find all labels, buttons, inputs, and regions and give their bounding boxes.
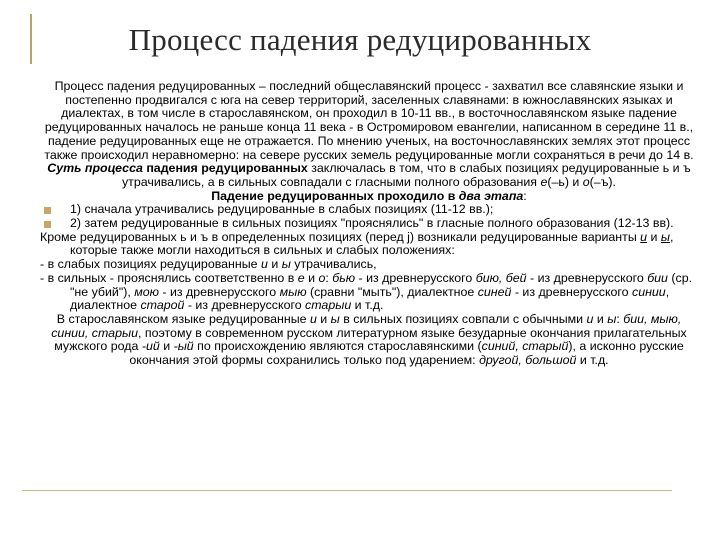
list-item-text: 2) затем редуцированные в сильных позициях "прояснялись" в гласные полного образования (12-13 вв).: [70, 216, 674, 231]
stages-heading-text: Падение редуцированных проходило в: [211, 188, 459, 203]
slide-body: [40, 80, 698, 368]
strong-text: - в сильных - прояснялись соответственно в: [40, 270, 298, 285]
example-end: и т.д.: [351, 298, 384, 313]
bullet-square-icon: [44, 221, 51, 228]
example-word: синей: [477, 284, 512, 299]
example-word: старыи: [305, 298, 352, 313]
vowel-o: о: [582, 174, 590, 189]
footer-divider-line: [22, 490, 672, 491]
weak-y: ы: [281, 257, 291, 272]
stages-heading-colon: :: [523, 188, 527, 203]
osl-examples-2: синий, старый: [481, 339, 569, 354]
weak-text-2: утрачивались,: [290, 257, 377, 272]
example-note: , диалектное: [70, 284, 670, 313]
example-word: мыю: [279, 284, 307, 299]
essence-term: Суть процесса: [47, 161, 143, 176]
weak-i: и: [260, 257, 268, 272]
example-src: - из древнерусского: [526, 270, 648, 285]
list-item: [40, 217, 698, 231]
strong-colon: :: [325, 270, 333, 285]
example-note: (сравни "мыть"), диалектное: [306, 284, 478, 299]
example-word: бии: [647, 270, 668, 285]
example-word: синии: [632, 284, 666, 299]
list-item-text: 1) сначала утрачивались редуцированные в слабых позициях (11-12 вв.);: [70, 202, 494, 217]
slide-title: Процесс падения редуцированных: [128, 22, 592, 57]
paragraph-essence: [40, 162, 698, 189]
paragraph-variants: [40, 231, 698, 258]
strong-o: о: [318, 270, 326, 285]
osl-text-2: в сильных позициях совпали с обычными: [339, 311, 587, 326]
osl-i: и: [309, 311, 317, 326]
stages-heading-emph: два этапа: [458, 188, 524, 203]
example-src: - из древнерусского: [355, 270, 476, 285]
osl-conj: и: [159, 339, 174, 354]
example-src: - из древнерусского: [184, 298, 306, 313]
example-src: - из древнерусского: [511, 284, 633, 299]
vowel-e: е: [540, 174, 548, 189]
osl-conj: и: [593, 311, 608, 326]
example-note: (ср. "не убий"),: [70, 270, 693, 299]
osl-y: ы: [330, 311, 340, 326]
essence-text-3: (–ъ).: [589, 174, 617, 189]
osl-examples: бии, мыю, синии, старыи: [51, 311, 682, 340]
osl-conj: и: [316, 311, 331, 326]
paragraph-intro: Процесс падения редуцированных – последний общеславянский процесс - захватил все славянские языки и постепенно продвигался с юга на север территорий, заселенных славянами: в южнославянских языках и диалектах, в том числе в старославянском, он проходил в 10-11 вв., в восточнославянском языке падение редуцированных началось не раньше конца 11 века - в Остромировом евангелии, написанном в середине 11 в., падение редуцированных еще не отражается. По мнению ученых, на восточнославянских землях этот процесс также происходил неравномерно: на севере русских земель редуцированные могли сохраняться в речи до 14 в.: [44, 79, 694, 162]
strong-conj: и: [304, 270, 319, 285]
osl-colon: :: [616, 311, 624, 326]
osl-text: В старославянском языке редуцированные: [56, 311, 310, 326]
bullet-square-icon: [44, 207, 51, 214]
variant-i: и: [640, 229, 648, 244]
example-word: бию, бей: [475, 270, 527, 285]
paragraph-stages-heading: [40, 190, 698, 204]
variants-conj: и: [647, 229, 661, 244]
strong-e: е: [297, 270, 305, 285]
ending-iy: -ий: [141, 339, 160, 354]
paragraph-strong: [40, 272, 698, 313]
variant-y: ы: [660, 229, 671, 244]
osl-y: ы: [607, 311, 617, 326]
osl-i: и: [586, 311, 594, 326]
osl-text-5: ), а исконно русские окончания этой формы сохранились только под ударением:: [129, 339, 684, 368]
essence-text-2: (–ь) и: [547, 174, 583, 189]
example-word: бью: [332, 270, 356, 285]
ending-yy: -ый: [173, 339, 194, 354]
osl-text-3: , поэтому в современном русском литературном языке безударные окончания прилагательных мужского рода: [54, 325, 687, 354]
paragraph-old-slavonic: [40, 313, 698, 368]
example-src: - из древнерусского: [158, 284, 280, 299]
paragraph-weak: [40, 258, 698, 272]
weak-text: - в слабых позициях редуцированные: [40, 257, 261, 272]
list-item: [40, 203, 698, 217]
weak-conj: и: [267, 257, 282, 272]
osl-examples-3: другой, большой: [479, 353, 577, 368]
example-word: старой: [140, 298, 185, 313]
essence-text: заключалась в том, что в слабых позициях редуцированные ь и ъ утрачивались, а в сильных совпадали с гласными полного образования: [121, 161, 691, 189]
osl-text-4: по происхождению являются старославянскими (: [193, 339, 482, 354]
variants-text: Кроме редуцированных ь и ъ в определенных позициях (перед j) возникали редуцированные варианты: [40, 229, 641, 244]
essence-term-rest: падения редуцированных: [142, 161, 308, 176]
variants-text-2: , которые также могли находиться в сильных и слабых положениях:: [70, 229, 674, 258]
osl-end: и т.д.: [576, 353, 609, 368]
example-word: мою: [134, 284, 159, 299]
